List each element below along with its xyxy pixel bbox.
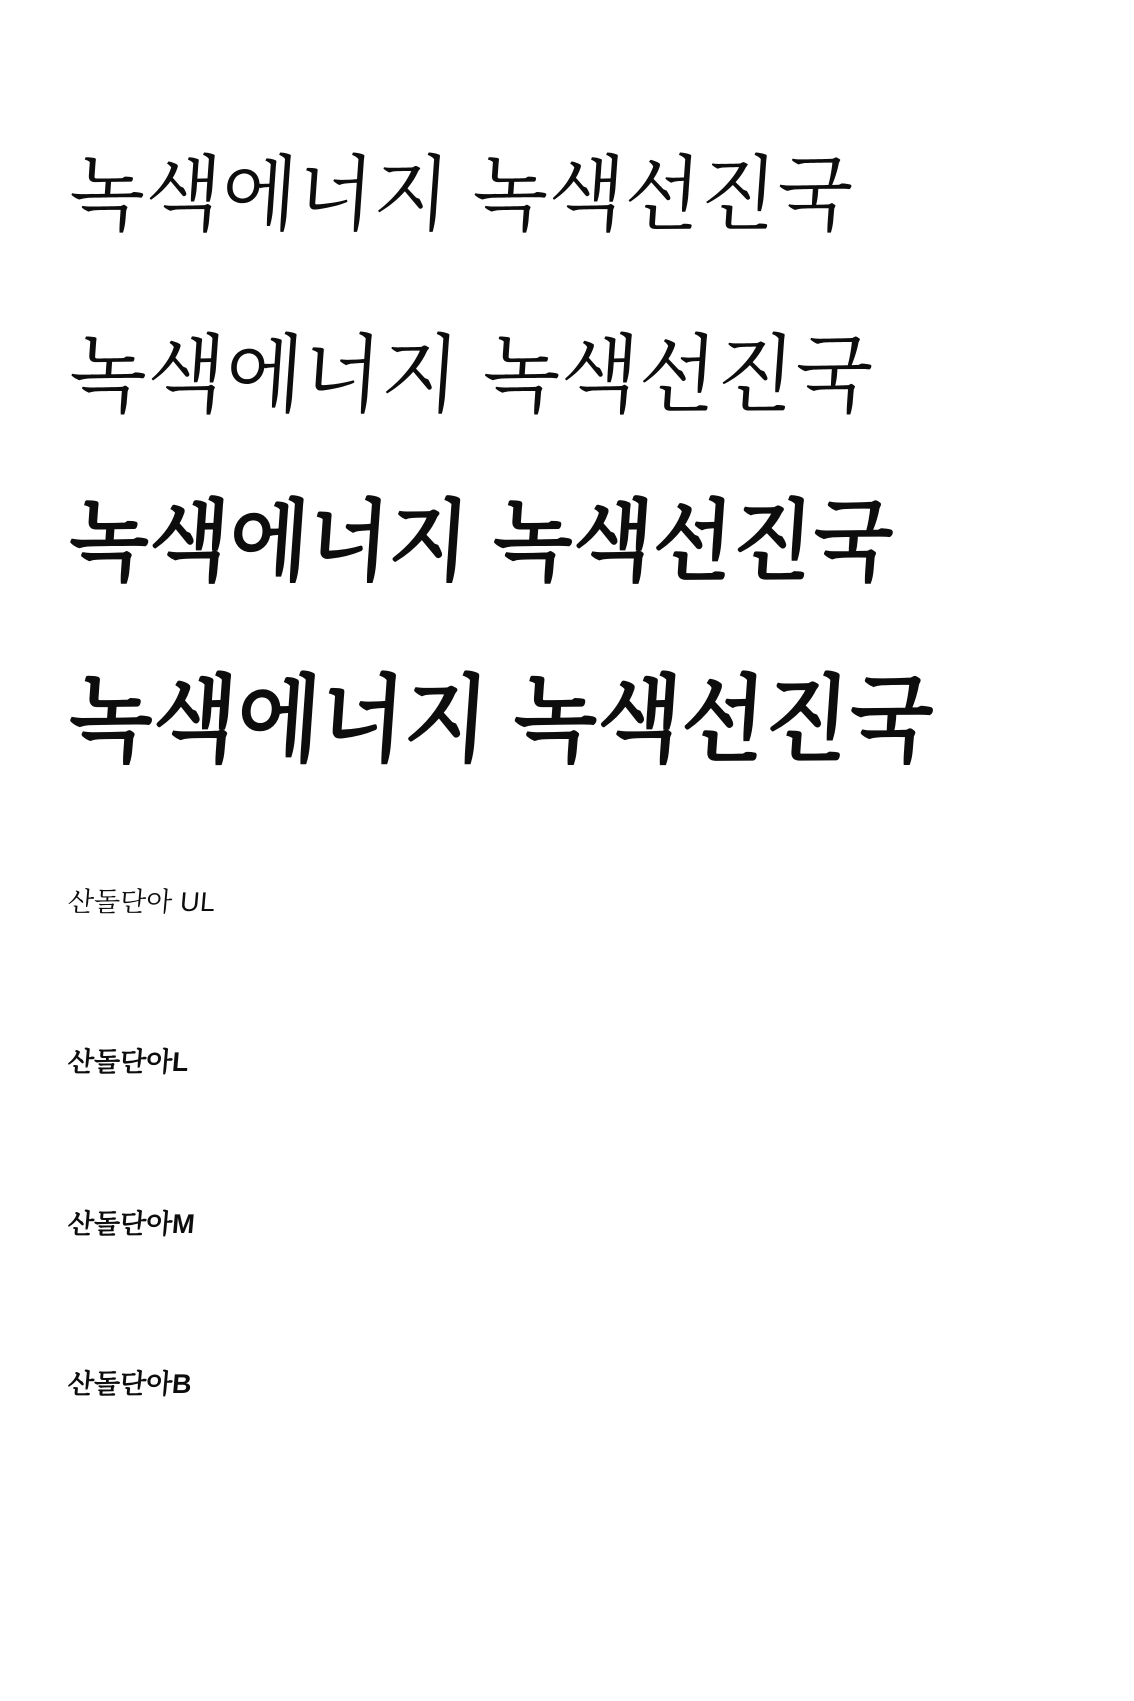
style-label-ultralight (66, 880, 217, 919)
style-label-family: 산돌단아 (66, 1209, 174, 1239)
style-label-family: 산돌단아 (66, 1047, 174, 1077)
style-label-suffix: L (170, 1047, 191, 1077)
style-label-family: 산돌단아 (66, 1369, 174, 1399)
specimen-line-bold: 녹색에너지 녹색선진국 (65, 668, 938, 774)
style-label-family: 산돌단아 (66, 887, 174, 917)
specimen-line-medium: 녹색에너지 녹색선진국 (66, 492, 897, 592)
specimen-line-ultralight: 녹색에너지 녹색선진국 (66, 147, 857, 241)
style-label-suffix: B (170, 1369, 194, 1399)
style-label-suffix: UL (170, 887, 218, 917)
style-label-suffix: M (170, 1209, 197, 1239)
style-label-light (66, 1040, 191, 1079)
style-label-medium (66, 1202, 197, 1241)
specimen-line-light: 녹색에너지 녹색선진국 (66, 327, 877, 423)
style-label-bold (66, 1362, 194, 1401)
